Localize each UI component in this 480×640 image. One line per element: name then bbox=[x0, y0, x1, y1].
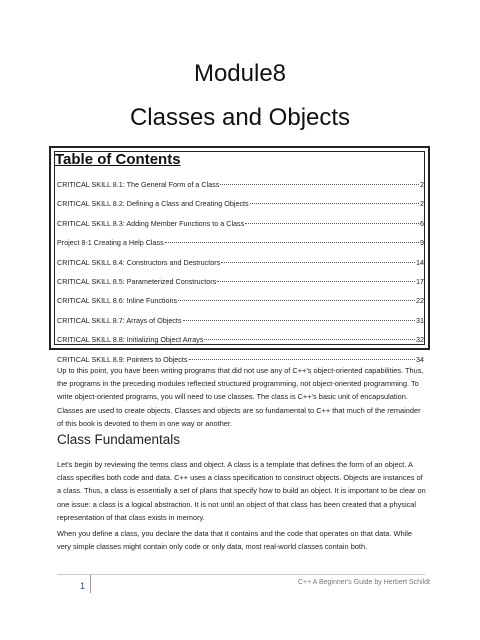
body-paragraph: Let's begin by reviewing the terms class and object. A class is a template that defines the form of an object. A class specifies both code and data. C++ uses a class specification to construct objects. Objects are instances of a class. Thus, a class is essentially a set of plans that specify how to build an object. It is important to be clear on one issue: a class is a logical abstraction. It is not until an object of that class has been created that a physical representation of that class exists in memory. bbox=[57, 460, 426, 522]
footer-divider bbox=[57, 574, 425, 575]
toc-leader-dots bbox=[178, 300, 415, 301]
toc-leader-dots bbox=[221, 262, 415, 263]
toc-item-page: 14 bbox=[416, 257, 424, 267]
toc-leader-dots bbox=[189, 359, 416, 360]
toc-item-page: 34 bbox=[416, 354, 424, 364]
toc-item-label: Project 8-1 Creating a Help Class bbox=[57, 238, 164, 248]
toc-item-label: CRITICAL SKILL 8.9: Pointers to Objects bbox=[57, 354, 188, 364]
toc-item[interactable] bbox=[57, 219, 424, 238]
footer-book-title: C++ A Beginner's Guide by Herbert Schildt bbox=[297, 579, 430, 586]
toc-item-page: 2 bbox=[420, 199, 424, 209]
toc-leader-dots bbox=[220, 184, 419, 185]
toc-item[interactable] bbox=[57, 180, 424, 199]
toc-leader-dots bbox=[165, 242, 419, 243]
toc-item[interactable] bbox=[57, 238, 424, 257]
toc-item-label: CRITICAL SKILL 8.1: The General Form of a Class bbox=[57, 180, 220, 189]
toc-item-label: CRITICAL SKILL 8.6: Inline Functions bbox=[57, 296, 178, 306]
toc-item[interactable] bbox=[57, 296, 424, 315]
toc-item-page: 17 bbox=[416, 276, 424, 286]
toc-heading: Table of Contents bbox=[55, 151, 181, 168]
page-number: 1 bbox=[80, 581, 86, 591]
toc-list bbox=[57, 180, 424, 374]
section-heading: Class Fundamentals bbox=[57, 432, 181, 447]
toc-item[interactable] bbox=[57, 316, 424, 335]
toc-item-label: CRITICAL SKILL 8.5: Parameterized Constructors bbox=[57, 276, 217, 286]
toc-item[interactable] bbox=[57, 335, 424, 354]
toc-item-page: 9 bbox=[420, 238, 424, 248]
toc-leader-dots bbox=[245, 223, 419, 224]
toc-item-page: 6 bbox=[420, 218, 424, 228]
toc-item[interactable] bbox=[57, 277, 424, 296]
toc-item-page: 2 bbox=[420, 180, 424, 189]
toc-item-label: CRITICAL SKILL 8.2: Defining a Class and Creating Objects bbox=[57, 199, 249, 209]
toc-item-page: 32 bbox=[416, 335, 424, 345]
toc-item[interactable] bbox=[57, 258, 424, 277]
toc-item-label: CRITICAL SKILL 8.8: Initializing Object Arrays bbox=[57, 335, 204, 345]
toc-leader-dots bbox=[250, 203, 419, 204]
toc-leader-dots bbox=[217, 281, 415, 282]
page-title: Classes and Objects bbox=[129, 104, 351, 131]
page-number-divider bbox=[90, 575, 91, 593]
toc-leader-dots bbox=[204, 339, 415, 340]
toc-item-label: CRITICAL SKILL 8.4: Constructors and Destructors bbox=[57, 257, 221, 267]
toc-leader-dots bbox=[183, 320, 416, 321]
toc-item-page: 31 bbox=[416, 315, 424, 325]
toc-item-label: CRITICAL SKILL 8.3: Adding Member Functions to a Class bbox=[57, 218, 245, 228]
toc-item[interactable] bbox=[57, 199, 424, 218]
toc-item-page: 22 bbox=[416, 296, 424, 306]
intro-paragraph: Up to this point, you have been writing programs that did not use any of C++'s object-oriented capabilities. Thus, the programs in the preceding modules reflected structured programming, not object-oriented programming. To write object-oriented programs, you will need to use classes. The class is C++'s basic unit of encapsulation. Classes are used to create objects. Classes and objects are so fundamental to C++ that much of the remainder of this book is devoted to them in one way or another. bbox=[57, 366, 424, 428]
body-paragraph: When you define a class, you declare the data that it contains and the code that operates on that data. While very simple classes might contain only code or only data, most real-world classes contain both. bbox=[57, 529, 412, 552]
module-title: Module8 bbox=[193, 60, 287, 87]
toc-item-label: CRITICAL SKILL 8.7: Arrays of Objects bbox=[57, 315, 182, 325]
